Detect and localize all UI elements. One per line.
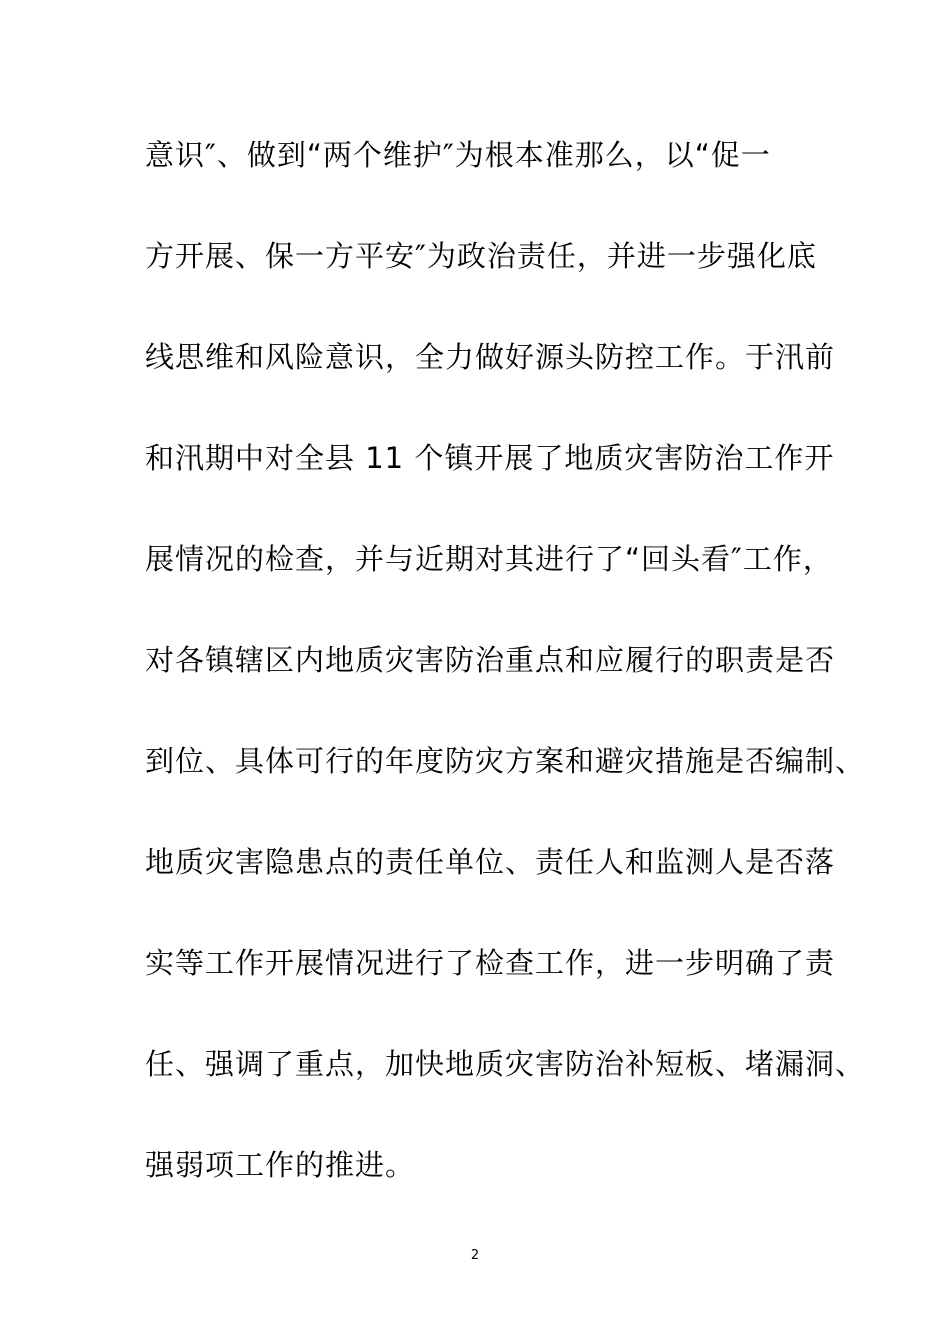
text-line: 实等工作开展情况进行了检查工作，进一步明确了责 <box>145 946 836 980</box>
text-line: 意识″、做到“两个维护″为根本准那么，以“促一 <box>145 138 771 172</box>
text-line: 线思维和风险意识，全力做好源头防控工作。于汛前 <box>145 340 836 374</box>
text-line: 地质灾害隐患点的责任单位、责任人和监测人是否落 <box>145 845 836 879</box>
text-line: 对各镇辖区内地质灾害防治重点和应履行的职责是否 <box>145 643 836 677</box>
text-line: 方开展、保一方平安″为政治责任，并进一步强化底 <box>145 239 817 273</box>
text-line: 强弱项工作的推进。 <box>145 1148 416 1182</box>
body-paragraph <box>145 125 866 1236</box>
text-line: 和汛期中对全县 11 个镇开展了地质灾害防治工作开 <box>145 441 835 475</box>
page-number: 2 <box>470 1248 480 1263</box>
text-line: 任、强调了重点，加快地质灾害防治补短板、堵漏洞、 <box>145 1047 866 1081</box>
text-line: 展情况的检查，并与近期对其进行了“回头看″工作， <box>145 542 833 576</box>
text-line: 到位、具体可行的年度防灾方案和避灾措施是否编制、 <box>145 744 866 778</box>
